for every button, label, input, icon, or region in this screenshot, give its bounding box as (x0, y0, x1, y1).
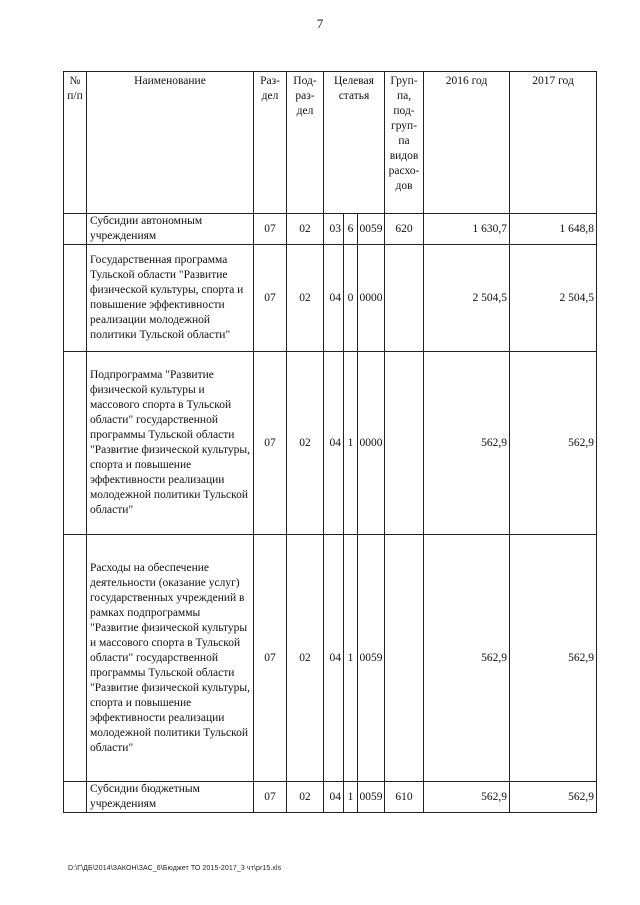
row-target-program: 04 (324, 782, 344, 813)
row-value-2017: 1 648,8 (510, 214, 597, 245)
row-target-subprogram: 1 (344, 352, 358, 535)
header-subsection: Под- раз- дел (287, 72, 324, 214)
row-value-2017: 2 504,5 (510, 245, 597, 352)
budget-table (63, 71, 597, 813)
header-expense-group: Груп- па, под- груп- па видов расхо- дов (385, 72, 424, 214)
header-num: № п/п (64, 72, 87, 214)
table-row (64, 352, 597, 535)
header-name: Наименование (87, 72, 254, 214)
table-row (64, 535, 597, 782)
row-name: Расходы на обеспечение деятельности (оказание услуг) государственных учреждений в рамках подпрограммы "Развитие физической культуры и массового спорта в Тульской области" государственной программы Тульской области "Развитие физической культуры, спорта и повышение эффективности реализации молодежной политики Тульской области" (87, 535, 254, 782)
row-target-program: 03 (324, 214, 344, 245)
row-target-direction: 0000 (358, 245, 385, 352)
row-section: 07 (254, 352, 287, 535)
header-2017: 2017 год (510, 72, 597, 214)
row-name: Подпрограмма "Развитие физической культуры и массового спорта в Тульской области" государственной программы Тульской области "Развитие физической культуры, спорта и повышение эффективности реализации молодежной политики Тульской области" (87, 352, 254, 535)
row-target-program: 04 (324, 535, 344, 782)
file-path-footer: D:\Г\ДБ\2014\ЗАКОН\ЗАС_6\Бюджет ТО 2015-2017_3 чт\pr15.xls (68, 865, 282, 872)
row-target-direction: 0059 (358, 535, 385, 782)
row-section: 07 (254, 535, 287, 782)
row-expense-group (385, 535, 424, 782)
row-target-direction: 0059 (358, 214, 385, 245)
row-num (64, 214, 87, 245)
row-expense-group (385, 352, 424, 535)
row-name: Субсидии автономным учреждениям (87, 214, 254, 245)
row-target-subprogram: 1 (344, 782, 358, 813)
row-expense-group: 620 (385, 214, 424, 245)
row-subsection: 02 (287, 535, 324, 782)
row-value-2016: 1 630,7 (424, 214, 510, 245)
row-name: Государственная программа Тульской области "Развитие физической культуры, спорта и повышение эффективности реализации молодежной политики Тульской области" (87, 245, 254, 352)
table-row (64, 214, 597, 245)
row-expense-group: 610 (385, 782, 424, 813)
row-section: 07 (254, 782, 287, 813)
row-value-2016: 2 504,5 (424, 245, 510, 352)
row-target-program: 04 (324, 245, 344, 352)
row-value-2016: 562,9 (424, 535, 510, 782)
row-value-2016: 562,9 (424, 782, 510, 813)
row-value-2016: 562,9 (424, 352, 510, 535)
row-target-subprogram: 6 (344, 214, 358, 245)
row-target-direction: 0059 (358, 782, 385, 813)
row-value-2017: 562,9 (510, 352, 597, 535)
row-value-2017: 562,9 (510, 535, 597, 782)
header-section: Раз- дел (254, 72, 287, 214)
row-name: Субсидии бюджетным учреждениям (87, 782, 254, 813)
table-row (64, 245, 597, 352)
table-row (64, 782, 597, 813)
row-subsection: 02 (287, 214, 324, 245)
row-section: 07 (254, 214, 287, 245)
table-header-row (64, 72, 597, 214)
row-subsection: 02 (287, 352, 324, 535)
row-target-direction: 0000 (358, 352, 385, 535)
page-number: 7 (316, 16, 324, 31)
row-section: 07 (254, 245, 287, 352)
row-value-2017: 562,9 (510, 782, 597, 813)
row-target-subprogram: 0 (344, 245, 358, 352)
header-2016: 2016 год (424, 72, 510, 214)
row-subsection: 02 (287, 245, 324, 352)
row-num (64, 245, 87, 352)
row-target-program: 04 (324, 352, 344, 535)
row-target-subprogram: 1 (344, 535, 358, 782)
row-num (64, 352, 87, 535)
row-num (64, 535, 87, 782)
row-expense-group (385, 245, 424, 352)
row-subsection: 02 (287, 782, 324, 813)
row-num (64, 782, 87, 813)
header-target-article: Целевая статья (324, 72, 385, 214)
